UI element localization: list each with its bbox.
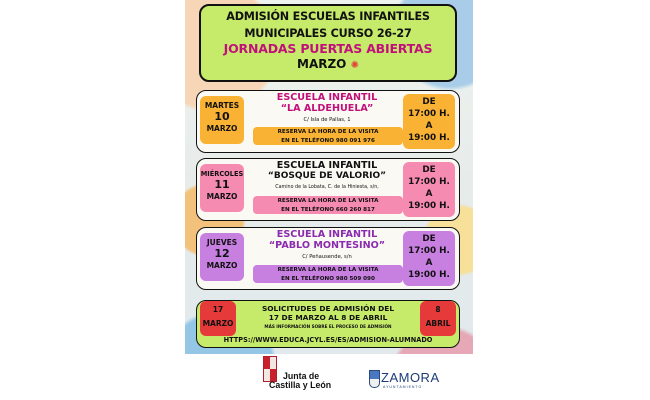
reserve-box	[253, 196, 403, 214]
date-box	[200, 164, 244, 212]
admission-text	[235, 304, 421, 330]
date-number: 10	[214, 110, 230, 123]
start-date-number: 17	[212, 305, 224, 314]
reserve-box	[253, 265, 403, 283]
start-date-box	[200, 301, 236, 336]
logos-footer	[185, 354, 473, 400]
reserve-line2: EN EL TELÉFONO 980 091 976	[281, 137, 375, 144]
header-title-line2: MUNICIPALES CURSO 26-27	[244, 27, 412, 40]
header-title-line1: ADMISIÓN ESCUELAS INFANTILES	[226, 10, 430, 23]
school-name: “LA ALDEHUELA”	[280, 103, 374, 114]
header-subtitle: JORNADAS PUERTAS ABIERTAS	[223, 41, 433, 56]
header-month-text: MARZO	[297, 57, 347, 71]
castilla-leon-logo	[269, 372, 331, 390]
zamora-shield-icon	[369, 370, 380, 388]
school-card-valorio	[196, 158, 460, 221]
school-label: ESCUELA INFANTIL	[276, 160, 378, 171]
school-card-aldehuela	[196, 90, 460, 153]
date-number: 12	[214, 247, 230, 260]
time-to: A	[425, 189, 433, 199]
time-start: 17:00 H.	[408, 246, 450, 256]
date-number: 11	[214, 178, 230, 191]
reserve-line2: EN EL TELÉFONO 660 260 817	[281, 206, 375, 213]
time-to: A	[425, 121, 433, 131]
date-month: MARZO	[206, 261, 238, 270]
crab-icon: ✺	[350, 60, 359, 71]
date-day: MARTES	[204, 101, 240, 110]
admission-banner	[196, 300, 460, 348]
time-end: 19:00 H.	[408, 133, 450, 143]
zamora-logo-text: ZAMORA	[381, 370, 440, 385]
date-day: MIÉRCOLES	[200, 170, 244, 178]
time-to: A	[425, 258, 433, 268]
reserve-line1: RESERVA LA HORA DE LA VISITA	[277, 198, 379, 204]
date-month: MARZO	[206, 192, 238, 201]
end-date-number: 8	[435, 305, 441, 314]
school-label: ESCUELA INFANTIL	[276, 92, 378, 103]
reserve-line1: RESERVA LA HORA DE LA VISITA	[277, 267, 379, 273]
admission-line2: 17 DE MARZO AL 8 DE ABRIL	[268, 313, 388, 322]
time-from: DE	[422, 165, 436, 175]
date-box	[200, 233, 244, 281]
poster	[185, 0, 473, 400]
reserve-box	[253, 127, 403, 145]
date-day: JUEVES	[206, 238, 238, 247]
school-address: Camino de la Lobata, C. de la Hiniesta, s/n,	[275, 185, 379, 190]
zamora-logo-subtitle: AYUNTAMIENTO	[383, 385, 423, 389]
time-end: 19:00 H.	[408, 201, 450, 211]
header-month	[201, 57, 455, 73]
time-box	[403, 94, 455, 149]
admission-url[interactable]: HTTPS://WWW.EDUCA.JCYL.ES/ES/ADMISION-ALUMNADO	[223, 336, 433, 344]
school-label: ESCUELA INFANTIL	[276, 229, 378, 240]
time-end: 19:00 H.	[408, 270, 450, 280]
time-from: DE	[422, 234, 436, 244]
school-card-montesino	[196, 227, 460, 290]
date-box	[200, 96, 244, 144]
time-box	[403, 231, 455, 286]
time-box	[403, 162, 455, 217]
header-banner	[199, 4, 457, 82]
date-month: MARZO	[206, 124, 238, 133]
castilla-leon-line1: Junta de	[283, 371, 320, 381]
reserve-line2: EN EL TELÉFONO 980 509 090	[281, 275, 375, 282]
admission-info: MÁS INFORMACIÓN SOBRE EL PROCESO DE ADMISIÓN	[264, 324, 392, 329]
start-date-month: MARZO	[202, 319, 234, 328]
school-address: C/ Peñausende, s/n	[302, 254, 352, 260]
end-date-box	[420, 301, 456, 336]
time-start: 17:00 H.	[408, 177, 450, 187]
time-from: DE	[422, 97, 436, 107]
end-date-month: ABRIL	[425, 319, 451, 328]
time-start: 17:00 H.	[408, 109, 450, 119]
school-name: “BOSQUE DE VALORIO”	[267, 171, 387, 181]
school-name: “PABLO MONTESINO”	[268, 240, 386, 251]
castilla-leon-line2: Castilla y León	[269, 380, 332, 390]
admission-line1: SOLICITUDES DE ADMISIÓN DEL	[261, 304, 395, 313]
reserve-line1: RESERVA LA HORA DE LA VISITA	[277, 129, 379, 135]
school-address: C/ Isla de Pallas, 1	[303, 117, 351, 123]
